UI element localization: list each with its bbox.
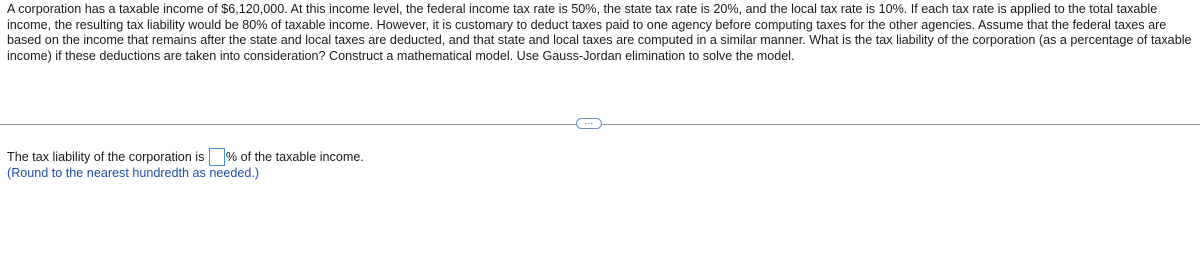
answer-prefix: The tax liability of the corporation is [7,150,205,164]
answer-suffix: % of the taxable income. [225,150,364,164]
question-text: A corporation has a taxable income of $6,120,000. At this income level, the federal income tax rate is 50%, the state tax rate is 20%, and the local tax rate is 10%. If each tax rate is applied to the total taxable income, the resulting tax liability would be 80% of taxable income. However, it is customary to deduct taxes paid to one agency before computing taxes for the other agencies. Assume that the federal taxes are based on the income that remains after the state and local taxes are deducted, and that state and local taxes are computed in a similar manner. What is the tax liability of the corporation (as a percentage of taxable income) if these deductions are taken into consideration? Construct a mathematical model. Use Gauss-Jordan elimination to solve the model. [7,2,1192,63]
rounding-hint: (Round to the nearest hundredth as needed.) [7,166,260,180]
answer-line [7,148,364,167]
tax-liability-input[interactable] [209,148,225,166]
more-options-button[interactable]: ... [576,118,602,129]
